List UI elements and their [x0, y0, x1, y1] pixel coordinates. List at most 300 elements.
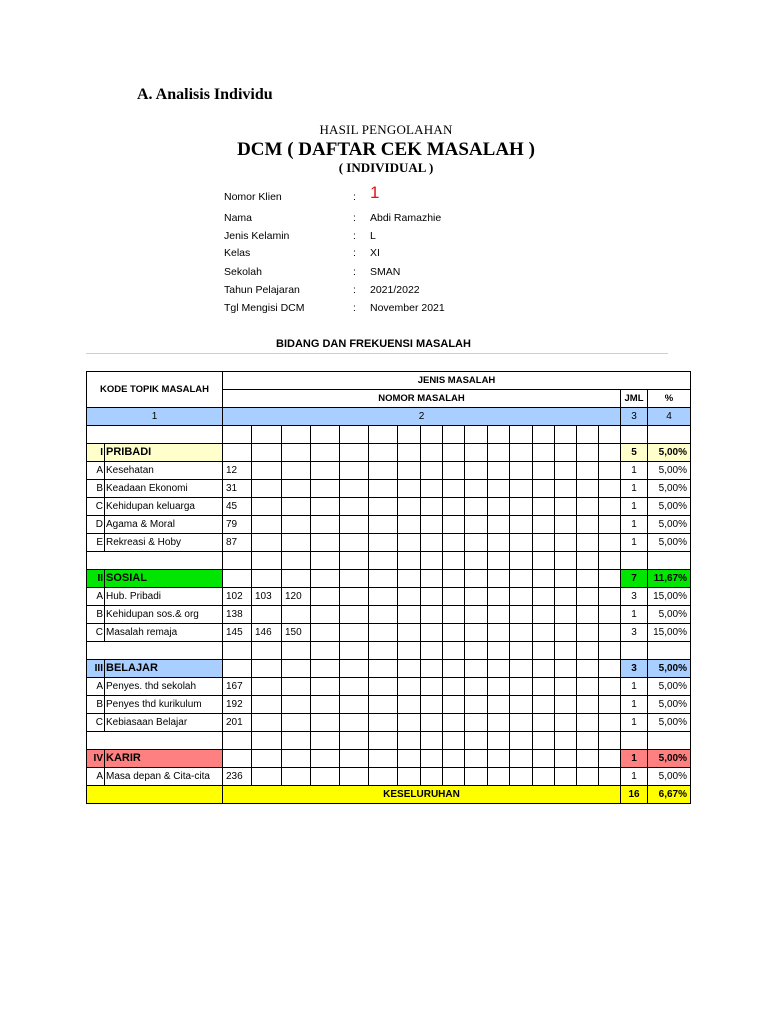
item-jml: 1: [621, 606, 648, 624]
number-cell: [252, 696, 282, 714]
number-cell: [599, 516, 621, 534]
number-cell: [577, 534, 599, 552]
table-row-spacer: [87, 426, 691, 444]
number-cell: [443, 426, 465, 444]
number-cell: [599, 660, 621, 678]
table-row-spacer: [87, 552, 691, 570]
category-jml: 7: [621, 570, 648, 588]
number-cell: [488, 552, 510, 570]
number-cell: [533, 480, 555, 498]
table-row: [87, 678, 691, 696]
number-cell: [311, 516, 340, 534]
topic-letter: A: [87, 588, 105, 606]
number-cell: [599, 732, 621, 750]
number-cell: [340, 552, 369, 570]
number-cell: [252, 426, 282, 444]
item-jml: 3: [621, 624, 648, 642]
number-cell: [443, 588, 465, 606]
number-cell: [282, 768, 311, 786]
number-cell: [369, 516, 398, 534]
info-value: Abdi Ramazhie: [370, 212, 442, 224]
number-cell: [533, 426, 555, 444]
number-cell: [488, 714, 510, 732]
number-cell: [488, 660, 510, 678]
number-cell: [465, 480, 488, 498]
number-cell: [443, 624, 465, 642]
number-cell: [533, 678, 555, 696]
number-cell: [488, 498, 510, 516]
number-cell: 79: [223, 516, 252, 534]
number-cell: [465, 696, 488, 714]
number-cell: [533, 516, 555, 534]
number-cell: [340, 606, 369, 624]
number-cell: [398, 480, 421, 498]
number-cell: [510, 606, 533, 624]
number-cell: [421, 660, 443, 678]
number-cell: [252, 498, 282, 516]
number-cell: [369, 426, 398, 444]
number-cell: [510, 516, 533, 534]
number-cell: [311, 606, 340, 624]
topic-name: Penyes. thd sekolah: [105, 678, 223, 696]
number-cell: [577, 660, 599, 678]
number-cell: [510, 660, 533, 678]
number-cell: [223, 444, 252, 462]
number-cell: [282, 750, 311, 768]
column-number: 4: [648, 408, 691, 426]
number-cell: [599, 642, 621, 660]
topic-name: Kebiasaan Belajar: [105, 714, 223, 732]
number-cell: [282, 516, 311, 534]
item-jml: 1: [621, 498, 648, 516]
number-cell: [311, 426, 340, 444]
number-cell: [282, 552, 311, 570]
number-cell: [282, 678, 311, 696]
number-cell: [252, 534, 282, 552]
info-label: Jenis Kelamin: [224, 230, 290, 242]
number-cell: [577, 498, 599, 516]
number-cell: [533, 444, 555, 462]
number-cell: [340, 768, 369, 786]
item-pct: 5,00%: [648, 768, 691, 786]
number-cell: [369, 552, 398, 570]
number-cell: [555, 750, 577, 768]
number-cell: [577, 552, 599, 570]
number-cell: [311, 498, 340, 516]
number-cell: 236: [223, 768, 252, 786]
table-row: [87, 588, 691, 606]
number-cell: [223, 426, 252, 444]
number-cell: [510, 462, 533, 480]
number-cell: [510, 570, 533, 588]
topic-letter: D: [87, 516, 105, 534]
number-cell: [465, 732, 488, 750]
topic-letter: B: [87, 606, 105, 624]
number-cell: [398, 534, 421, 552]
topic-name: Kehidupan keluarga: [105, 498, 223, 516]
category-jml: 1: [621, 750, 648, 768]
table-column-number-row: [87, 408, 691, 426]
number-cell: [421, 498, 443, 516]
info-colon: :: [353, 212, 356, 224]
number-cell: [443, 714, 465, 732]
total-pct: 6,67%: [648, 786, 691, 804]
number-cell: [465, 426, 488, 444]
number-cell: [510, 498, 533, 516]
number-cell: [398, 642, 421, 660]
number-cell: [311, 480, 340, 498]
number-cell: [398, 768, 421, 786]
category-pct: 5,00%: [648, 444, 691, 462]
total-jml: 16: [621, 786, 648, 804]
number-cell: [555, 444, 577, 462]
number-cell: [555, 624, 577, 642]
number-cell: [311, 534, 340, 552]
number-cell: [599, 588, 621, 606]
number-cell: [398, 678, 421, 696]
number-cell: [252, 444, 282, 462]
number-cell: [488, 444, 510, 462]
item-pct: 5,00%: [648, 480, 691, 498]
number-cell: [369, 678, 398, 696]
number-cell: [369, 714, 398, 732]
number-cell: [465, 498, 488, 516]
topic-letter: A: [87, 678, 105, 696]
number-cell: [340, 678, 369, 696]
number-cell: [223, 660, 252, 678]
number-cell: [533, 570, 555, 588]
spacer-cell: [87, 732, 223, 750]
item-pct: 5,00%: [648, 534, 691, 552]
number-cell: [510, 714, 533, 732]
topic-name: Agama & Moral: [105, 516, 223, 534]
number-cell: [555, 660, 577, 678]
number-cell: [223, 750, 252, 768]
number-cell: [398, 588, 421, 606]
number-cell: [252, 462, 282, 480]
table-row: [87, 606, 691, 624]
number-cell: [443, 480, 465, 498]
number-cell: [599, 696, 621, 714]
info-label: Kelas: [224, 247, 251, 259]
number-cell: [340, 426, 369, 444]
number-cell: [443, 516, 465, 534]
table-row: [87, 498, 691, 516]
number-cell: [252, 606, 282, 624]
number-cell: [311, 444, 340, 462]
number-cell: [340, 516, 369, 534]
number-cell: [555, 426, 577, 444]
number-cell: [533, 696, 555, 714]
number-cell: [577, 696, 599, 714]
table-row-spacer: [87, 732, 691, 750]
number-cell: [533, 552, 555, 570]
number-cell: [555, 552, 577, 570]
number-cell: [599, 462, 621, 480]
number-cell: [465, 768, 488, 786]
number-cell: [510, 768, 533, 786]
number-cell: [311, 696, 340, 714]
number-cell: [252, 570, 282, 588]
number-cell: [510, 624, 533, 642]
number-cell: 31: [223, 480, 252, 498]
number-cell: [369, 588, 398, 606]
number-cell: [488, 750, 510, 768]
number-cell: [599, 444, 621, 462]
column-number: 2: [223, 408, 621, 426]
number-cell: [421, 588, 443, 606]
number-cell: [555, 678, 577, 696]
topic-name: Penyes thd kurikulum: [105, 696, 223, 714]
item-pct: 5,00%: [648, 696, 691, 714]
topic-name: Masalah remaja: [105, 624, 223, 642]
number-cell: [488, 426, 510, 444]
number-cell: [443, 498, 465, 516]
number-cell: [465, 678, 488, 696]
total-label: KESELURUHAN: [223, 786, 621, 804]
number-cell: [421, 714, 443, 732]
number-cell: [369, 444, 398, 462]
number-cell: [577, 606, 599, 624]
number-cell: [398, 516, 421, 534]
number-cell: [340, 570, 369, 588]
number-cell: [555, 732, 577, 750]
number-cell: [577, 714, 599, 732]
info-value: SMAN: [370, 266, 401, 278]
number-cell: [533, 768, 555, 786]
number-cell: [443, 732, 465, 750]
number-cell: [488, 480, 510, 498]
number-cell: [421, 534, 443, 552]
number-cell: [555, 642, 577, 660]
number-cell: [599, 606, 621, 624]
number-cell: [282, 462, 311, 480]
jml-cell: [621, 732, 648, 750]
number-cell: [599, 714, 621, 732]
number-cell: [398, 498, 421, 516]
number-cell: [533, 732, 555, 750]
spacer-cell: [87, 642, 223, 660]
category-jml: 5: [621, 444, 648, 462]
number-cell: [340, 462, 369, 480]
number-cell: [533, 498, 555, 516]
header-jml: JML: [621, 390, 648, 408]
number-cell: [340, 660, 369, 678]
info-value: 1: [370, 183, 380, 202]
number-cell: [421, 570, 443, 588]
info-label: Tgl Mengisi DCM: [224, 302, 305, 314]
number-cell: [282, 642, 311, 660]
category-row-sosial: [87, 570, 691, 588]
number-cell: [510, 426, 533, 444]
jml-cell: [621, 426, 648, 444]
number-cell: [510, 552, 533, 570]
table-row: [87, 534, 691, 552]
number-cell: [443, 750, 465, 768]
number-cell: [465, 642, 488, 660]
number-cell: [488, 462, 510, 480]
number-cell: 145: [223, 624, 252, 642]
number-cell: [488, 606, 510, 624]
number-cell: [223, 642, 252, 660]
item-pct: 5,00%: [648, 516, 691, 534]
number-cell: 192: [223, 696, 252, 714]
category-name: BELAJAR: [105, 660, 223, 678]
number-cell: [421, 462, 443, 480]
table-row: [87, 624, 691, 642]
number-cell: [533, 462, 555, 480]
item-jml: 1: [621, 516, 648, 534]
spacer-cell: [87, 552, 223, 570]
item-pct: 5,00%: [648, 498, 691, 516]
number-cell: [421, 642, 443, 660]
table-row: [87, 768, 691, 786]
number-cell: [599, 552, 621, 570]
total-spacer: [87, 786, 223, 804]
report-title-line1: HASIL PENGOLAHAN: [319, 122, 453, 137]
category-row-karir: [87, 750, 691, 768]
number-cell: [311, 624, 340, 642]
item-pct: 15,00%: [648, 588, 691, 606]
table-header-row: [87, 372, 691, 390]
info-label: Nama: [224, 212, 253, 224]
number-cell: [223, 552, 252, 570]
number-cell: [465, 588, 488, 606]
number-cell: [533, 714, 555, 732]
topic-name: Rekreasi & Hoby: [105, 534, 223, 552]
number-cell: [398, 624, 421, 642]
item-jml: 3: [621, 588, 648, 606]
number-cell: [369, 696, 398, 714]
number-cell: [510, 534, 533, 552]
category-row-pribadi: [87, 444, 691, 462]
number-cell: [252, 480, 282, 498]
number-cell: [369, 732, 398, 750]
number-cell: [252, 750, 282, 768]
number-cell: [252, 552, 282, 570]
info-value: 2021/2022: [370, 284, 420, 296]
number-cell: [282, 570, 311, 588]
number-cell: [465, 552, 488, 570]
number-cell: [421, 426, 443, 444]
table-row-spacer: [87, 642, 691, 660]
number-cell: [577, 570, 599, 588]
number-cell: [465, 660, 488, 678]
sheet-divider: [86, 353, 668, 354]
number-cell: [311, 768, 340, 786]
pct-cell: [648, 426, 691, 444]
number-cell: [555, 480, 577, 498]
number-cell: [340, 750, 369, 768]
table-row: [87, 480, 691, 498]
category-name: KARIR: [105, 750, 223, 768]
number-cell: [443, 606, 465, 624]
item-pct: 5,00%: [648, 678, 691, 696]
number-cell: [465, 444, 488, 462]
number-cell: [369, 624, 398, 642]
number-cell: [398, 750, 421, 768]
number-cell: [421, 768, 443, 786]
number-cell: [282, 444, 311, 462]
category-jml: 3: [621, 660, 648, 678]
number-cell: [465, 462, 488, 480]
number-cell: [252, 678, 282, 696]
topic-name: Kesehatan: [105, 462, 223, 480]
number-cell: [443, 552, 465, 570]
number-cell: [398, 462, 421, 480]
number-cell: [577, 426, 599, 444]
number-cell: [311, 714, 340, 732]
number-cell: [488, 732, 510, 750]
number-cell: [369, 606, 398, 624]
section-heading: A. Analisis Individu: [137, 86, 273, 103]
number-cell: [369, 570, 398, 588]
number-cell: [555, 696, 577, 714]
number-cell: [369, 768, 398, 786]
number-cell: [577, 678, 599, 696]
number-cell: [488, 768, 510, 786]
number-cell: [465, 570, 488, 588]
header-nomor: NOMOR MASALAH: [223, 390, 621, 408]
number-cell: [311, 732, 340, 750]
item-pct: 5,00%: [648, 714, 691, 732]
number-cell: [533, 660, 555, 678]
item-jml: 1: [621, 534, 648, 552]
category-pct: 11,67%: [648, 570, 691, 588]
number-cell: [443, 768, 465, 786]
number-cell: [443, 678, 465, 696]
number-cell: [465, 624, 488, 642]
info-colon: :: [353, 247, 356, 259]
number-cell: [599, 768, 621, 786]
number-cell: [311, 552, 340, 570]
topic-name: Masa depan & Cita-cita: [105, 768, 223, 786]
number-cell: 150: [282, 624, 311, 642]
number-cell: [421, 516, 443, 534]
number-cell: [340, 732, 369, 750]
number-cell: [510, 642, 533, 660]
topic-letter: B: [87, 696, 105, 714]
number-cell: [398, 660, 421, 678]
number-cell: [533, 624, 555, 642]
category-code: I: [87, 444, 105, 462]
category-pct: 5,00%: [648, 660, 691, 678]
category-name: PRIBADI: [105, 444, 223, 462]
number-cell: [555, 588, 577, 606]
number-cell: [555, 768, 577, 786]
number-cell: [421, 678, 443, 696]
number-cell: [488, 534, 510, 552]
number-cell: 103: [252, 588, 282, 606]
number-cell: [282, 714, 311, 732]
number-cell: [488, 624, 510, 642]
number-cell: 12: [223, 462, 252, 480]
spacer-cell: [87, 426, 223, 444]
item-jml: 1: [621, 696, 648, 714]
number-cell: [282, 480, 311, 498]
number-cell: [311, 678, 340, 696]
number-cell: [577, 624, 599, 642]
topic-name: Kehidupan sos.& org: [105, 606, 223, 624]
number-cell: [311, 462, 340, 480]
info-colon: :: [353, 191, 356, 203]
number-cell: [577, 516, 599, 534]
number-cell: [599, 534, 621, 552]
number-cell: [369, 642, 398, 660]
category-code: II: [87, 570, 105, 588]
number-cell: 201: [223, 714, 252, 732]
info-colon: :: [353, 284, 356, 296]
